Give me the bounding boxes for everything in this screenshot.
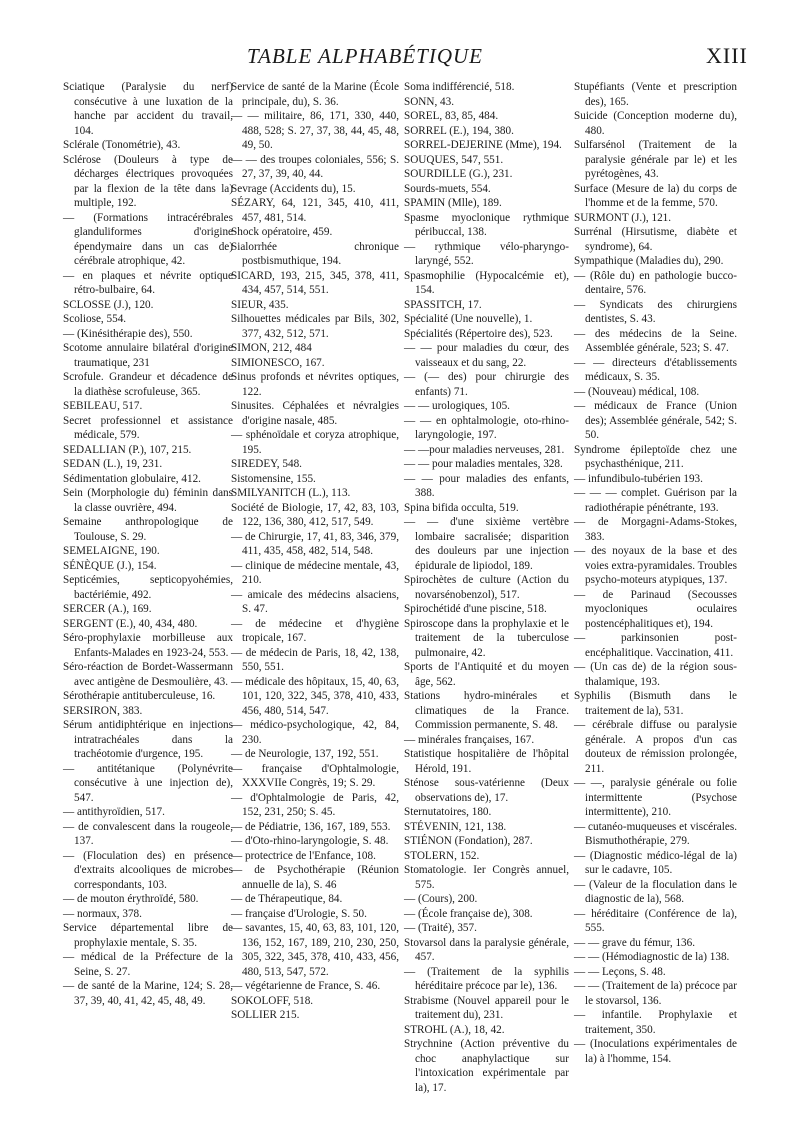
index-entry: — de convalescent dans la rougeole, 137.: [63, 820, 233, 847]
index-entry: — sphénoïdale et coryza atrophique, 195.: [231, 429, 399, 456]
index-entry: — — pour maladies du cœur, des vaisseaux et du sang, 22.: [404, 342, 569, 369]
index-entry: — médical de la Préfecture de la Seine, S. 27.: [63, 951, 233, 978]
index-entry: Sinus profonds et névrites optiques, 122.: [231, 371, 399, 398]
index-entry: — française d'Ophtalmologie, XXXVIIe Congrès, 19; S. 29.: [231, 762, 399, 789]
page-header: [0, 30, 800, 80]
index-entry: Spasme myoclonique rythmique péribuccal, 138.: [404, 211, 569, 238]
index-entry: Sinusites. Céphalées et névralgies d'origine nasale, 485.: [231, 400, 399, 427]
index-entry: — (Inoculations expérimentales de la) à l'homme, 154.: [574, 1038, 737, 1065]
index-entry: — — (Hémodiagnostic de la) 138.: [574, 951, 730, 963]
page-title: TABLE ALPHABÉTIQUE: [247, 44, 483, 68]
index-entry: — (Un cas de) de la région sous-thalamique, 193.: [574, 661, 737, 688]
index-entry: Sistomensine, 155.: [231, 472, 316, 485]
index-entry: — — (Traitement de la) précoce par le stovarsol, 136.: [574, 980, 737, 1007]
index-entry: Surrénal (Hirsutisme, diabète et syndrome), 64.: [574, 226, 737, 253]
index-entry: — de médecine et d'hygiène tropicale, 167.: [231, 617, 399, 644]
index-entry: SMILYANITCH (L.), 113.: [231, 487, 351, 499]
index-entry: SOUQUES, 547, 551.: [404, 153, 504, 166]
index-entry: Stomatologie. Ier Congrès annuel, 575.: [404, 864, 569, 891]
index-entry: Surface (Mesure de la) du corps de l'homme et de la femme, 570.: [574, 182, 737, 209]
index-entry: Spina bifida occulta, 519.: [404, 501, 519, 514]
index-column-4: [574, 80, 737, 1066]
index-entry: Société de Biologie, 17, 42, 83, 103, 122, 136, 380, 412, 517, 549.: [231, 501, 399, 528]
index-entry: — (Traité), 357.: [404, 922, 477, 934]
index-entry: — médicale des hôpitaux, 15, 40, 63, 101, 120, 322, 345, 378, 410, 433, 456, 480, 514, 547.: [231, 675, 399, 717]
index-entry: — (Cours), 200.: [404, 893, 478, 905]
index-entry: Service départemental libre de prophylaxie mentale, S. 35.: [63, 922, 233, 949]
index-entry: — médico-psychologique, 42, 84, 230.: [231, 719, 399, 746]
index-entry: Sédimentation globulaire, 412.: [63, 472, 201, 485]
index-entry: Scrofule. Grandeur et décadence de la diathèse scrofuleuse, 365.: [63, 371, 233, 398]
index-entry: SOREL, 83, 85, 484.: [404, 110, 499, 122]
index-entry: Stupéfiants (Vente et prescription des), 165.: [574, 81, 737, 108]
index-entry: — clinique de médecine mentale, 43, 210.: [231, 559, 399, 586]
index-entry: Soma indifférencié, 518.: [404, 81, 515, 93]
index-entry: — — — complet. Guérison par la radiothérapie pénétrante, 193.: [574, 487, 737, 514]
index-entry: SPASSITCH, 17.: [404, 298, 482, 311]
index-entry: — — pour maladies des enfants, 388.: [404, 472, 569, 499]
index-entry: STOLERN, 152.: [404, 849, 480, 862]
index-entry: Shock opératoire, 459.: [231, 226, 333, 238]
index-entry: Syphilis (Bismuth dans le traitement de la), 531.: [574, 690, 737, 717]
index-entry: — infantile. Prophylaxie et traitement, 350.: [574, 1009, 737, 1036]
index-entry: — de santé de la Marine, 124; S. 28, 37, 39, 40, 41, 42, 45, 48, 49.: [63, 980, 233, 1007]
index-entry: — infundibulo-tubérien 193.: [574, 472, 703, 485]
index-entry: SEBILEAU, 517.: [63, 400, 143, 412]
index-entry: — de médecin de Paris, 18, 42, 138, 550, 551.: [231, 646, 399, 673]
index-entry: — d'Oto-rhino-laryngologie, S. 48.: [231, 835, 389, 847]
index-entry: — normaux, 378.: [63, 907, 142, 920]
index-entry: — —, paralysie générale ou folie intermittente (Psychose intermittente), 210.: [574, 777, 737, 818]
index-entry: Sérothérapie antituberculeuse, 16.: [63, 690, 216, 702]
index-entry: — antitétanique (Polynévrite consécutive à une injection de), 547.: [63, 762, 233, 804]
index-entry: — — d'une sixième vertèbre lombaire sacralisée; disparition des douleurs par une injection épidurale de lipiodol, 189.: [404, 516, 569, 572]
index-entry: STÉVENIN, 121, 138.: [404, 820, 507, 833]
index-entry: Stovarsol dans la paralysie générale, 457.: [404, 936, 569, 963]
index-entry: — (Traitement de la syphilis héréditaire précoce par le), 136.: [404, 965, 569, 992]
index-entry: — — en ophtalmologie, oto-rhino-laryngologie, 197.: [404, 414, 569, 441]
index-entry: Sclérale (Tonométrie), 43.: [63, 139, 181, 151]
index-entry: — — grave du fémur, 136.: [574, 936, 696, 949]
index-entry: SORREL (E.), 194, 380.: [404, 124, 514, 137]
index-entry: SERCER (A.), 169.: [63, 603, 152, 615]
index-entry: — rythmique vélo-pharyngo-laryngé, 552.: [404, 240, 569, 267]
index-entry: — de Pédiatrie, 136, 167, 189, 553.: [231, 820, 391, 833]
index-entry: Séro-réaction de Bordet-Wassermann avec antigène de Desmoulière, 43.: [63, 661, 233, 688]
index-entry: — des noyaux de la base et des voies extra-pyramidales. Troubles psycho-moteurs atypiques, 137.: [574, 545, 737, 586]
index-entry: Silhouettes médicales par Bils, 302, 377, 432, 512, 571.: [231, 313, 399, 340]
index-entry: SEMELAIGNE, 190.: [63, 545, 160, 557]
index-entry: — —pour maladies nerveuses, 281.: [404, 443, 565, 456]
index-entry: Strabisme (Nouvel appareil pour le traitement du), 231.: [404, 994, 569, 1021]
index-entry: — parkinsonien post-encéphalitique. Vaccination, 411.: [574, 632, 737, 659]
index-entry: SIEUR, 435.: [231, 298, 289, 311]
index-entry: SIMON, 212, 484: [231, 342, 312, 354]
index-entry: — héréditaire (Conférence de la), 555.: [574, 907, 737, 934]
index-entry: — — militaire, 86, 171, 330, 440, 488, 528; S. 27, 37, 38, 44, 45, 48, 49, 50.: [231, 110, 399, 151]
index-entry: Sein (Morphologie du) féminin dans la classe ouvrière, 494.: [63, 487, 233, 514]
index-entry: — — directeurs d'établissements médicaux, S. 35.: [574, 356, 737, 383]
index-entry: — de Parinaud (Secousses myocloniques oculaires postencéphalitiques et), 194.: [574, 588, 737, 630]
index-entry: Septicémies, septicopyohémies, bactériémie, 492.: [63, 574, 233, 601]
index-entry: — (Rôle du) en pathologie bucco-dentaire, 576.: [574, 269, 737, 296]
index-entry: — (— des) pour chirurgie des enfants) 71.: [404, 371, 569, 398]
index-entry: Spiroscope dans la prophylaxie et le traitement de la tuberculose pulmonaire, 42.: [404, 617, 569, 659]
index-column-3: [404, 80, 569, 1095]
index-entry: Semaine anthropologique de Toulouse, S. 29.: [63, 516, 233, 543]
index-entry: SPAMIN (Mlle), 189.: [404, 197, 502, 209]
index-entry: SCLOSSE (J.), 120.: [63, 298, 154, 311]
index-entry: Sialorrhée chronique postbismuthique, 194.: [231, 240, 399, 267]
index-entry: Scoliose, 554.: [63, 313, 127, 325]
index-entry: Sténose sous-vatérienne (Deux observations de), 17.: [404, 777, 569, 804]
index-entry: Sympathique (Maladies du), 290.: [574, 255, 724, 267]
index-entry: — des médecins de la Seine. Assemblée générale, 523; S. 47.: [574, 327, 737, 354]
index-entry: Syndrome épileptoïde chez une psychasthénique, 211.: [574, 443, 737, 470]
index-entry: Stations hydro-minérales et climatiques de la France. Commission permanente, S. 48.: [404, 690, 569, 731]
index-column-2: [231, 80, 399, 1023]
index-entry: SORREL-DEJERINE (Mme), 194.: [404, 139, 562, 151]
index-entry: — cutanéo-muqueuses et viscérales. Bismuthothérapie, 279.: [574, 820, 737, 847]
index-entry: SONN, 43.: [404, 95, 455, 108]
index-entry: — (Diagnostic médico-légal de la) sur le cadavre, 105.: [574, 849, 737, 876]
index-entry: — antithyroïdien, 517.: [63, 806, 165, 818]
index-entry: — de mouton érythroïdé, 580.: [63, 893, 199, 905]
index-entry: Sports de l'Antiquité et du moyen âge, 562.: [404, 661, 569, 688]
index-entry: — minérales françaises, 167.: [404, 733, 535, 746]
index-entry: SERSIRON, 383.: [63, 704, 143, 717]
index-entry: Sourds-muets, 554.: [404, 182, 491, 195]
index-entry: SIMIONESCO, 167.: [231, 356, 325, 369]
index-entry: Spécialité (Une nouvelle), 1.: [404, 313, 533, 325]
index-entry: SERGENT (E.), 40, 434, 480.: [63, 617, 198, 630]
index-entry: STIÉNON (Fondation), 287.: [404, 835, 533, 847]
index-entry: SOLLIER 215.: [231, 1009, 300, 1021]
index-entry: — (Floculation des) en présence d'extraits alcooliques de microbes correspondants, 103.: [63, 849, 233, 891]
index-entry: — d'Ophtalmologie de Paris, 42, 152, 231, 250; S. 45.: [231, 791, 399, 818]
index-column-1: [63, 80, 233, 1008]
index-entry: STROHL (A.), 18, 42.: [404, 1023, 505, 1036]
index-entry: SURMONT (J.), 121.: [574, 211, 672, 224]
index-entry: — — Leçons, S. 48.: [574, 965, 666, 978]
index-entry: Sclérose (Douleurs à type de décharges électriques provoquées par la flexion de la tête dans la) multiple, 192.: [63, 153, 233, 209]
index-entry: — végétarienne de France, S. 46.: [231, 980, 381, 992]
index-entry: Sciatique (Paralysie du nerf) consécutive à une luxation de la hanche par accident du travail, 104.: [63, 81, 233, 137]
index-entry: — protectrice de l'Enfance, 108.: [231, 849, 376, 862]
index-entry: — Syndicats des chirurgiens dentistes, S. 43.: [574, 298, 737, 325]
index-entry: Sulfarsénol (Traitement de la paralysie générale par le) et les pyrétogènes, 43.: [574, 139, 737, 180]
index-entry: Sevrage (Accidents du), 15.: [231, 182, 356, 195]
index-entry: SOURDILLE (G.), 231.: [404, 168, 513, 180]
index-entry: — — des troupes coloniales, 556; S. 27, 37, 39, 40, 44.: [231, 153, 399, 180]
index-entry: Spirochétidé d'une piscine, 518.: [404, 603, 547, 615]
index-entry: Suicide (Conception moderne du), 480.: [574, 110, 737, 137]
index-entry: — de Chirurgie, 17, 41, 83, 346, 379, 411, 435, 458, 482, 514, 548.: [231, 530, 399, 557]
index-entry: SIREDEY, 548.: [231, 458, 302, 470]
index-entry: Secret professionnel et assistance médicale, 579.: [63, 414, 233, 441]
index-entry: — (Formations intracérébrales glanduliformes d'origine épendymaire dans un cas de) cérébrale atrophique, 42.: [63, 211, 233, 267]
index-entry: Scotome annulaire bilatéral d'origine traumatique, 231: [63, 342, 233, 369]
index-entry: Spirochètes de culture (Action du novarsénobenzol), 517.: [404, 574, 569, 601]
index-entry: SEDAN (L.), 19, 231.: [63, 458, 163, 470]
index-entry: — — pour maladies mentales, 328.: [404, 458, 563, 470]
index-entry: Spécialités (Répertoire des), 523.: [404, 327, 553, 340]
index-entry: Strychnine (Action préventive du choc anaphylactique sur l'intoxication expérimentale par la), 17.: [404, 1038, 569, 1094]
index-entry: — cérébrale diffuse ou paralysie générale. A propos d'un cas douteux de rémission prolongée, 211.: [574, 719, 737, 775]
index-entry: — en plaques et névrite optique rétro-bulbaire, 64.: [63, 269, 233, 296]
index-entry: SÉZARY, 64, 121, 345, 410, 411, 457, 481, 514.: [231, 197, 399, 224]
index-entry: SÉNÈQUE (J.), 154.: [63, 559, 157, 572]
index-entry: Sérum antidiphtérique en injections intratrachéales dans la trachéotomie d'urgence, 195.: [63, 719, 233, 760]
index-entry: Spasmophilie (Hypocalcémie et), 154.: [404, 269, 569, 296]
index-entry: — savantes, 15, 40, 63, 83, 101, 120, 136, 152, 167, 189, 210, 230, 250, 305, 322, 345, 378, 410, 433, 456, 480, 513, 547, 572.: [231, 922, 399, 978]
index-entry: — amicale des médecins alsaciens, S. 47.: [231, 588, 399, 615]
index-entry: Service de santé de la Marine (École principale, du), S. 36.: [231, 81, 399, 108]
index-entry: Sternutatoires, 180.: [404, 806, 492, 818]
index-entry: — (École française de), 308.: [404, 907, 533, 920]
index-entry: — (Kinésithérapie des), 550.: [63, 327, 193, 340]
index-entry: — de Neurologie, 137, 192, 551.: [231, 748, 379, 760]
page-number: XIII: [706, 43, 748, 68]
index-entry: — de Morgagni-Adams-Stokes, 383.: [574, 516, 737, 543]
index-entry: — (Valeur de la floculation dans le diagnostic de la), 568.: [574, 878, 737, 905]
index-entry: SEDALLIAN (P.), 107, 215.: [63, 443, 192, 456]
index-entry: — — urologiques, 105.: [404, 400, 510, 412]
index-entry: — médicaux de France (Union des); Assemblée générale, 542; S. 50.: [574, 400, 737, 441]
index-entry: Séro-prophylaxie morbilleuse aux Enfants-Malades en 1923-24, 553.: [63, 632, 233, 659]
index-entry: SOKOLOFF, 518.: [231, 994, 314, 1007]
index-entry: — de Psychothérapie (Réunion annuelle de la), S. 46: [231, 864, 399, 891]
index-entry: SICARD, 193, 215, 345, 378, 411, 434, 457, 514, 551.: [231, 269, 399, 296]
index-entry: — de Thérapeutique, 84.: [231, 893, 343, 905]
index-entry: — française d'Urologie, S. 50.: [231, 907, 367, 920]
index-entry: Statistique hospitalière de l'hôpital Hérold, 191.: [404, 748, 569, 775]
index-entry: — (Nouveau) médical, 108.: [574, 385, 700, 398]
